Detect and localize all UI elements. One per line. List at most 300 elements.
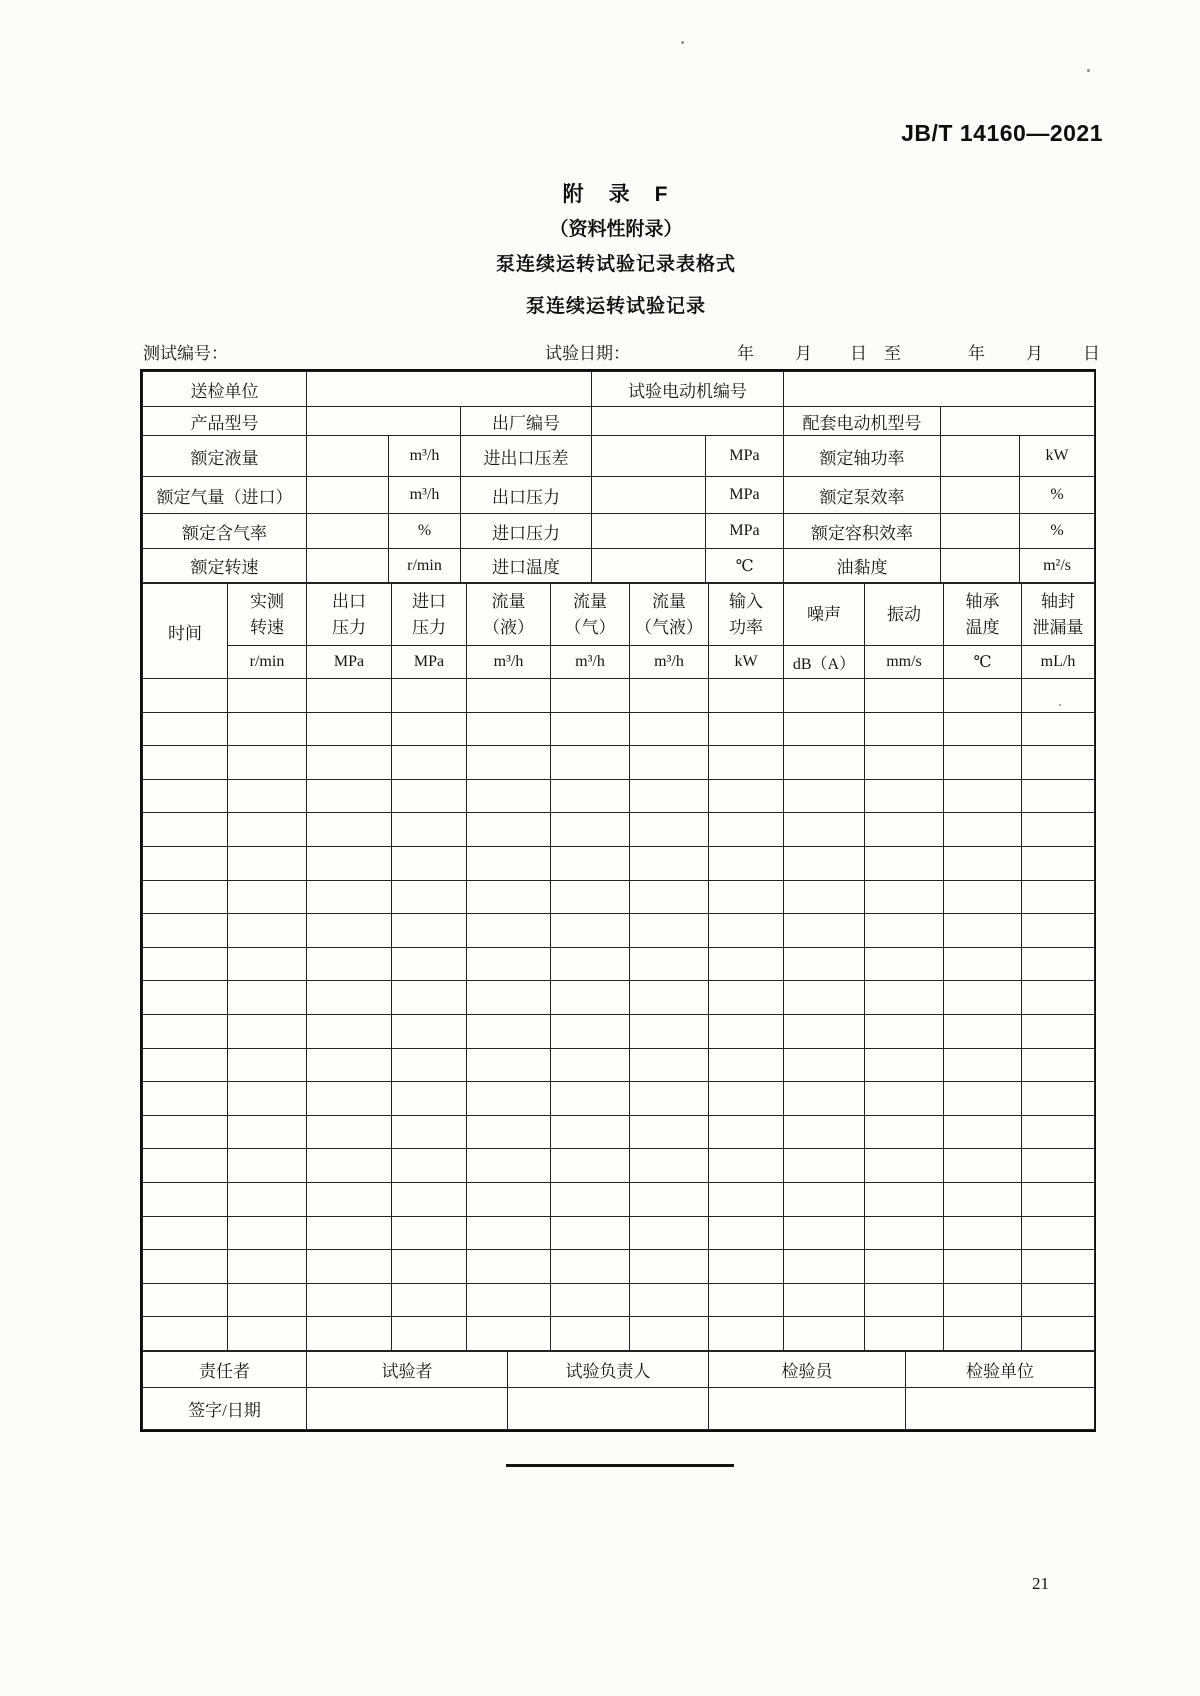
data-cell xyxy=(944,1250,1022,1284)
data-cell xyxy=(307,1048,392,1082)
data-cell xyxy=(630,914,709,948)
data-cell xyxy=(944,1048,1022,1082)
data-cell xyxy=(630,1182,709,1216)
data-cell xyxy=(392,1216,467,1250)
data-cell xyxy=(392,981,467,1015)
data-cell xyxy=(228,1250,307,1284)
column-header-cell: 流量 （气） xyxy=(551,584,630,646)
time-cell xyxy=(143,1149,228,1183)
data-cell xyxy=(709,981,784,1015)
data-cell xyxy=(865,1014,944,1048)
data-cell xyxy=(630,1014,709,1048)
info-value-cell xyxy=(592,549,706,583)
data-cell xyxy=(228,1149,307,1183)
column-header-cell: 轴封 泄漏量 xyxy=(1022,584,1095,646)
time-cell xyxy=(143,981,228,1015)
info-value-cell xyxy=(307,514,389,549)
data-cell xyxy=(228,914,307,948)
data-cell xyxy=(392,846,467,880)
data-cell xyxy=(307,880,392,914)
data-cell xyxy=(630,1216,709,1250)
data-cell xyxy=(228,746,307,780)
info-label-cell: 额定泵效率 xyxy=(784,477,941,514)
info-label-cell: 额定气量（进口） xyxy=(143,477,307,514)
role-label-cell: 责任者 xyxy=(143,1351,307,1387)
data-cell xyxy=(228,947,307,981)
data-cell xyxy=(307,1250,392,1284)
info-spec-row xyxy=(143,514,1095,549)
data-cell xyxy=(630,1283,709,1317)
info-label-cell: 试验电动机编号 xyxy=(592,372,784,407)
data-cell xyxy=(784,1182,865,1216)
column-header-cell: 轴承 温度 xyxy=(944,584,1022,646)
data-cell xyxy=(551,779,630,813)
appendix-subject: 泵连续运转试验记录表格式 xyxy=(495,254,736,275)
info-label-cell: 出厂编号 xyxy=(461,407,592,436)
time-cell xyxy=(143,679,228,713)
data-cell xyxy=(551,1149,630,1183)
data-body xyxy=(143,679,1095,1351)
data-row xyxy=(143,1115,1095,1149)
data-cell xyxy=(944,981,1022,1015)
data-cell xyxy=(630,947,709,981)
data-cell xyxy=(784,1149,865,1183)
data-row xyxy=(143,1149,1095,1183)
data-cell xyxy=(1022,1250,1095,1284)
data-cell xyxy=(709,679,784,713)
data-row xyxy=(143,1250,1095,1284)
data-cell xyxy=(709,1250,784,1284)
column-unit-cell: kW xyxy=(709,646,784,679)
time-cell xyxy=(143,947,228,981)
data-cell xyxy=(551,1115,630,1149)
data-row xyxy=(143,813,1095,847)
data-cell xyxy=(467,712,551,746)
data-cell xyxy=(865,779,944,813)
data-cell xyxy=(1022,1182,1095,1216)
data-cell xyxy=(630,1250,709,1284)
info-unit-cell: kW xyxy=(1020,436,1095,477)
data-cell xyxy=(551,1014,630,1048)
info-value-cell xyxy=(592,477,706,514)
data-cell xyxy=(1022,1216,1095,1250)
info-value-cell xyxy=(941,514,1020,549)
data-cell xyxy=(784,1115,865,1149)
data-cell xyxy=(467,1182,551,1216)
data-cell xyxy=(709,1048,784,1082)
info-unit-cell: m³/h xyxy=(389,477,461,514)
data-row xyxy=(143,779,1095,813)
data-cell xyxy=(709,746,784,780)
data-cell xyxy=(307,813,392,847)
column-unit-cell: MPa xyxy=(392,646,467,679)
column-header-cell: 流量 （液） xyxy=(467,584,551,646)
role-header-row xyxy=(143,1351,1095,1387)
data-cell xyxy=(307,1216,392,1250)
data-cell xyxy=(944,1216,1022,1250)
data-cell xyxy=(307,1182,392,1216)
data-cell xyxy=(467,914,551,948)
info-value-cell xyxy=(307,549,389,583)
date-day1: 日 xyxy=(850,344,867,363)
data-cell xyxy=(944,1115,1022,1149)
data-cell xyxy=(551,1182,630,1216)
info-label-cell: 进出口压差 xyxy=(461,436,592,477)
date-month2: 月 xyxy=(1026,344,1043,363)
data-cell xyxy=(392,1283,467,1317)
column-unit-cell: m³/h xyxy=(630,646,709,679)
data-cell xyxy=(865,712,944,746)
data-cell xyxy=(865,1149,944,1183)
info-value-cell xyxy=(307,436,389,477)
info-value-cell xyxy=(307,477,389,514)
data-cell xyxy=(551,1082,630,1116)
data-cell xyxy=(467,1082,551,1116)
data-cell xyxy=(944,1082,1022,1116)
data-cell xyxy=(551,1216,630,1250)
data-row xyxy=(143,880,1095,914)
info-unit-cell: % xyxy=(389,514,461,549)
data-cell xyxy=(865,746,944,780)
data-cell xyxy=(228,1082,307,1116)
data-cell xyxy=(784,1014,865,1048)
data-row xyxy=(143,981,1095,1015)
info-spec-row xyxy=(143,477,1095,514)
time-cell xyxy=(143,914,228,948)
data-cell xyxy=(709,880,784,914)
data-cell xyxy=(467,813,551,847)
data-cell xyxy=(551,746,630,780)
data-cell xyxy=(630,846,709,880)
time-cell xyxy=(143,1283,228,1317)
data-cell xyxy=(467,1250,551,1284)
data-cell xyxy=(784,1082,865,1116)
data-row xyxy=(143,1182,1095,1216)
scan-speck xyxy=(1059,704,1061,706)
data-cell xyxy=(865,1283,944,1317)
data-cell xyxy=(551,1283,630,1317)
time-cell xyxy=(143,1082,228,1116)
info-spec-row xyxy=(143,549,1095,583)
info-unit-cell: ℃ xyxy=(706,549,784,583)
info-value-cell xyxy=(784,372,1095,407)
info-label-cell: 产品型号 xyxy=(143,407,307,436)
data-cell xyxy=(307,1082,392,1116)
data-cell xyxy=(551,813,630,847)
signature-cell xyxy=(709,1387,906,1429)
data-cell xyxy=(467,1014,551,1048)
data-cell xyxy=(467,1149,551,1183)
data-cell xyxy=(709,1082,784,1116)
data-cell xyxy=(551,914,630,948)
data-cell xyxy=(944,947,1022,981)
info-unit-cell: MPa xyxy=(706,514,784,549)
data-cell xyxy=(1022,1115,1095,1149)
data-row xyxy=(143,1082,1095,1116)
info-unit-cell: % xyxy=(1020,514,1095,549)
data-cell xyxy=(784,1317,865,1351)
data-cell xyxy=(1022,1014,1095,1048)
data-cell xyxy=(630,1149,709,1183)
test-date-label: 试验日期： xyxy=(545,344,630,363)
data-cell xyxy=(709,914,784,948)
data-cell xyxy=(709,779,784,813)
data-row xyxy=(143,1216,1095,1250)
data-cell xyxy=(1022,1317,1095,1351)
data-cell xyxy=(944,1283,1022,1317)
page-number: 21 xyxy=(1032,1574,1049,1593)
data-cell xyxy=(709,813,784,847)
data-cell xyxy=(551,1317,630,1351)
appendix-type: （资料性附录） xyxy=(549,219,683,240)
column-unit-cell: mm/s xyxy=(865,646,944,679)
info-value-cell xyxy=(941,477,1020,514)
info-unit-cell: MPa xyxy=(706,436,784,477)
data-cell xyxy=(228,880,307,914)
data-cell xyxy=(784,813,865,847)
data-cell xyxy=(228,1216,307,1250)
data-cell xyxy=(865,1182,944,1216)
info-unit-cell: m³/h xyxy=(389,436,461,477)
data-cell xyxy=(307,1149,392,1183)
data-cell xyxy=(551,1048,630,1082)
data-row xyxy=(143,1048,1095,1082)
column-header-cell: 进口 压力 xyxy=(392,584,467,646)
date-year1: 年 xyxy=(737,344,754,363)
data-cell xyxy=(551,947,630,981)
time-cell xyxy=(143,779,228,813)
info-unit-cell: % xyxy=(1020,477,1095,514)
info-label-cell: 额定含气率 xyxy=(143,514,307,549)
info-label-cell: 额定轴功率 xyxy=(784,436,941,477)
column-unit-cell: dB（A） xyxy=(784,646,865,679)
data-cell xyxy=(392,1082,467,1116)
data-row xyxy=(143,947,1095,981)
time-cell xyxy=(143,1317,228,1351)
data-cell xyxy=(392,880,467,914)
info-row-model xyxy=(143,407,1095,436)
date-year2: 年 xyxy=(968,344,985,363)
data-cell xyxy=(1022,1149,1095,1183)
data-cell xyxy=(228,1048,307,1082)
data-cell xyxy=(1022,1048,1095,1082)
data-cell xyxy=(307,846,392,880)
data-cell xyxy=(1022,813,1095,847)
info-value-cell xyxy=(941,436,1020,477)
data-cell xyxy=(865,1317,944,1351)
column-header-cell: 实测 转速 xyxy=(228,584,307,646)
time-cell xyxy=(143,1216,228,1250)
data-cell xyxy=(228,1115,307,1149)
column-header-cell: 噪声 xyxy=(784,584,865,646)
date-day2: 日 xyxy=(1083,344,1100,363)
data-cell xyxy=(1022,947,1095,981)
data-cell xyxy=(392,679,467,713)
column-unit-cell: m³/h xyxy=(551,646,630,679)
data-cell xyxy=(865,813,944,847)
data-cell xyxy=(630,880,709,914)
info-value-cell xyxy=(307,372,592,407)
data-cell xyxy=(228,1182,307,1216)
meta-line xyxy=(140,339,1140,363)
column-header-cell: 流量 （气液） xyxy=(630,584,709,646)
info-label-cell: 进口压力 xyxy=(461,514,592,549)
data-cell xyxy=(1022,1283,1095,1317)
data-cell xyxy=(1022,1082,1095,1116)
data-cell xyxy=(709,1283,784,1317)
data-cell xyxy=(944,880,1022,914)
data-cell xyxy=(392,1115,467,1149)
info-unit-cell: r/min xyxy=(389,549,461,583)
data-cell xyxy=(467,1216,551,1250)
data-cell xyxy=(392,947,467,981)
data-cell xyxy=(1022,779,1095,813)
data-cell xyxy=(630,1115,709,1149)
data-cell xyxy=(784,679,865,713)
data-cell xyxy=(944,846,1022,880)
data-cell xyxy=(228,846,307,880)
data-cell xyxy=(228,779,307,813)
data-cell xyxy=(307,779,392,813)
data-cell xyxy=(228,981,307,1015)
column-unit-cell: MPa xyxy=(307,646,392,679)
data-row xyxy=(143,1014,1095,1048)
data-cell xyxy=(228,1014,307,1048)
data-cell xyxy=(1022,712,1095,746)
data-cell xyxy=(307,1115,392,1149)
data-cell xyxy=(630,679,709,713)
data-cell xyxy=(784,981,865,1015)
data-cell xyxy=(630,746,709,780)
data-cell xyxy=(784,947,865,981)
time-cell xyxy=(143,1250,228,1284)
date-to: 至 xyxy=(884,344,901,363)
data-cell xyxy=(467,746,551,780)
end-of-text-rule xyxy=(506,1464,734,1467)
info-value-cell xyxy=(592,514,706,549)
data-cell xyxy=(392,1317,467,1351)
data-cell xyxy=(1022,746,1095,780)
data-cell xyxy=(784,1216,865,1250)
data-units-row xyxy=(143,646,1095,679)
data-cell xyxy=(709,1317,784,1351)
data-cell xyxy=(944,914,1022,948)
appendix-heading: 附 录 F xyxy=(562,183,670,206)
info-label-cell: 配套电动机型号 xyxy=(784,407,941,436)
info-label-cell: 额定容积效率 xyxy=(784,514,941,549)
data-cell xyxy=(784,1048,865,1082)
data-cell xyxy=(709,846,784,880)
data-cell xyxy=(784,712,865,746)
data-cell xyxy=(551,981,630,1015)
data-row xyxy=(143,679,1095,713)
time-cell xyxy=(143,880,228,914)
data-row xyxy=(143,712,1095,746)
data-cell xyxy=(467,846,551,880)
data-cell xyxy=(865,1216,944,1250)
data-cell xyxy=(709,1149,784,1183)
data-cell xyxy=(944,1182,1022,1216)
data-cell xyxy=(865,679,944,713)
standard-number: JB/T 14160—2021 xyxy=(901,120,1103,146)
data-cell xyxy=(865,1250,944,1284)
data-cell xyxy=(944,1014,1022,1048)
time-cell xyxy=(143,712,228,746)
data-cell xyxy=(709,1115,784,1149)
data-cell xyxy=(865,914,944,948)
data-cell xyxy=(467,1283,551,1317)
data-row xyxy=(143,1283,1095,1317)
column-unit-cell: mL/h xyxy=(1022,646,1095,679)
data-cell xyxy=(551,846,630,880)
role-label-cell: 检验单位 xyxy=(906,1351,1095,1387)
info-value-cell xyxy=(592,436,706,477)
info-table xyxy=(142,371,1095,583)
column-unit-cell: m³/h xyxy=(467,646,551,679)
signature-table xyxy=(142,1351,1095,1430)
data-cell xyxy=(865,846,944,880)
data-cell xyxy=(784,880,865,914)
info-value-cell xyxy=(941,407,1095,436)
data-cell xyxy=(392,1014,467,1048)
data-cell xyxy=(1022,914,1095,948)
data-cell xyxy=(392,914,467,948)
data-cell xyxy=(228,1283,307,1317)
info-value-cell xyxy=(592,407,784,436)
data-cell xyxy=(784,1250,865,1284)
info-label-cell: 送检单位 xyxy=(143,372,307,407)
form-title: 泵连续运转试验记录 xyxy=(525,296,706,317)
data-cell xyxy=(228,1317,307,1351)
info-label-cell: 油黏度 xyxy=(784,549,941,583)
data-cell xyxy=(709,1216,784,1250)
data-cell xyxy=(307,712,392,746)
data-cell xyxy=(784,746,865,780)
data-row xyxy=(143,1317,1095,1351)
record-table xyxy=(140,369,1096,1432)
data-cell xyxy=(709,1182,784,1216)
data-cell xyxy=(944,1149,1022,1183)
column-header-cell: 输入 功率 xyxy=(709,584,784,646)
data-cell xyxy=(784,779,865,813)
data-cell xyxy=(307,1283,392,1317)
signature-cell xyxy=(307,1387,508,1429)
data-cell xyxy=(1022,880,1095,914)
data-cell xyxy=(1022,981,1095,1015)
time-cell xyxy=(143,813,228,847)
data-cell xyxy=(467,947,551,981)
data-cell xyxy=(228,712,307,746)
data-cell xyxy=(709,947,784,981)
time-cell xyxy=(143,746,228,780)
data-cell xyxy=(551,1250,630,1284)
data-cell xyxy=(630,712,709,746)
time-cell xyxy=(143,1014,228,1048)
info-label-cell: 进口温度 xyxy=(461,549,592,583)
data-cell xyxy=(307,981,392,1015)
data-cell xyxy=(709,1014,784,1048)
data-cell xyxy=(944,679,1022,713)
data-cell xyxy=(392,1250,467,1284)
data-cell xyxy=(630,1048,709,1082)
data-cell xyxy=(630,981,709,1015)
data-cell xyxy=(944,746,1022,780)
column-header-cell: 出口 压力 xyxy=(307,584,392,646)
data-cell xyxy=(865,981,944,1015)
data-cell xyxy=(467,1317,551,1351)
info-value-cell xyxy=(941,549,1020,583)
role-label-cell: 检验员 xyxy=(709,1351,906,1387)
